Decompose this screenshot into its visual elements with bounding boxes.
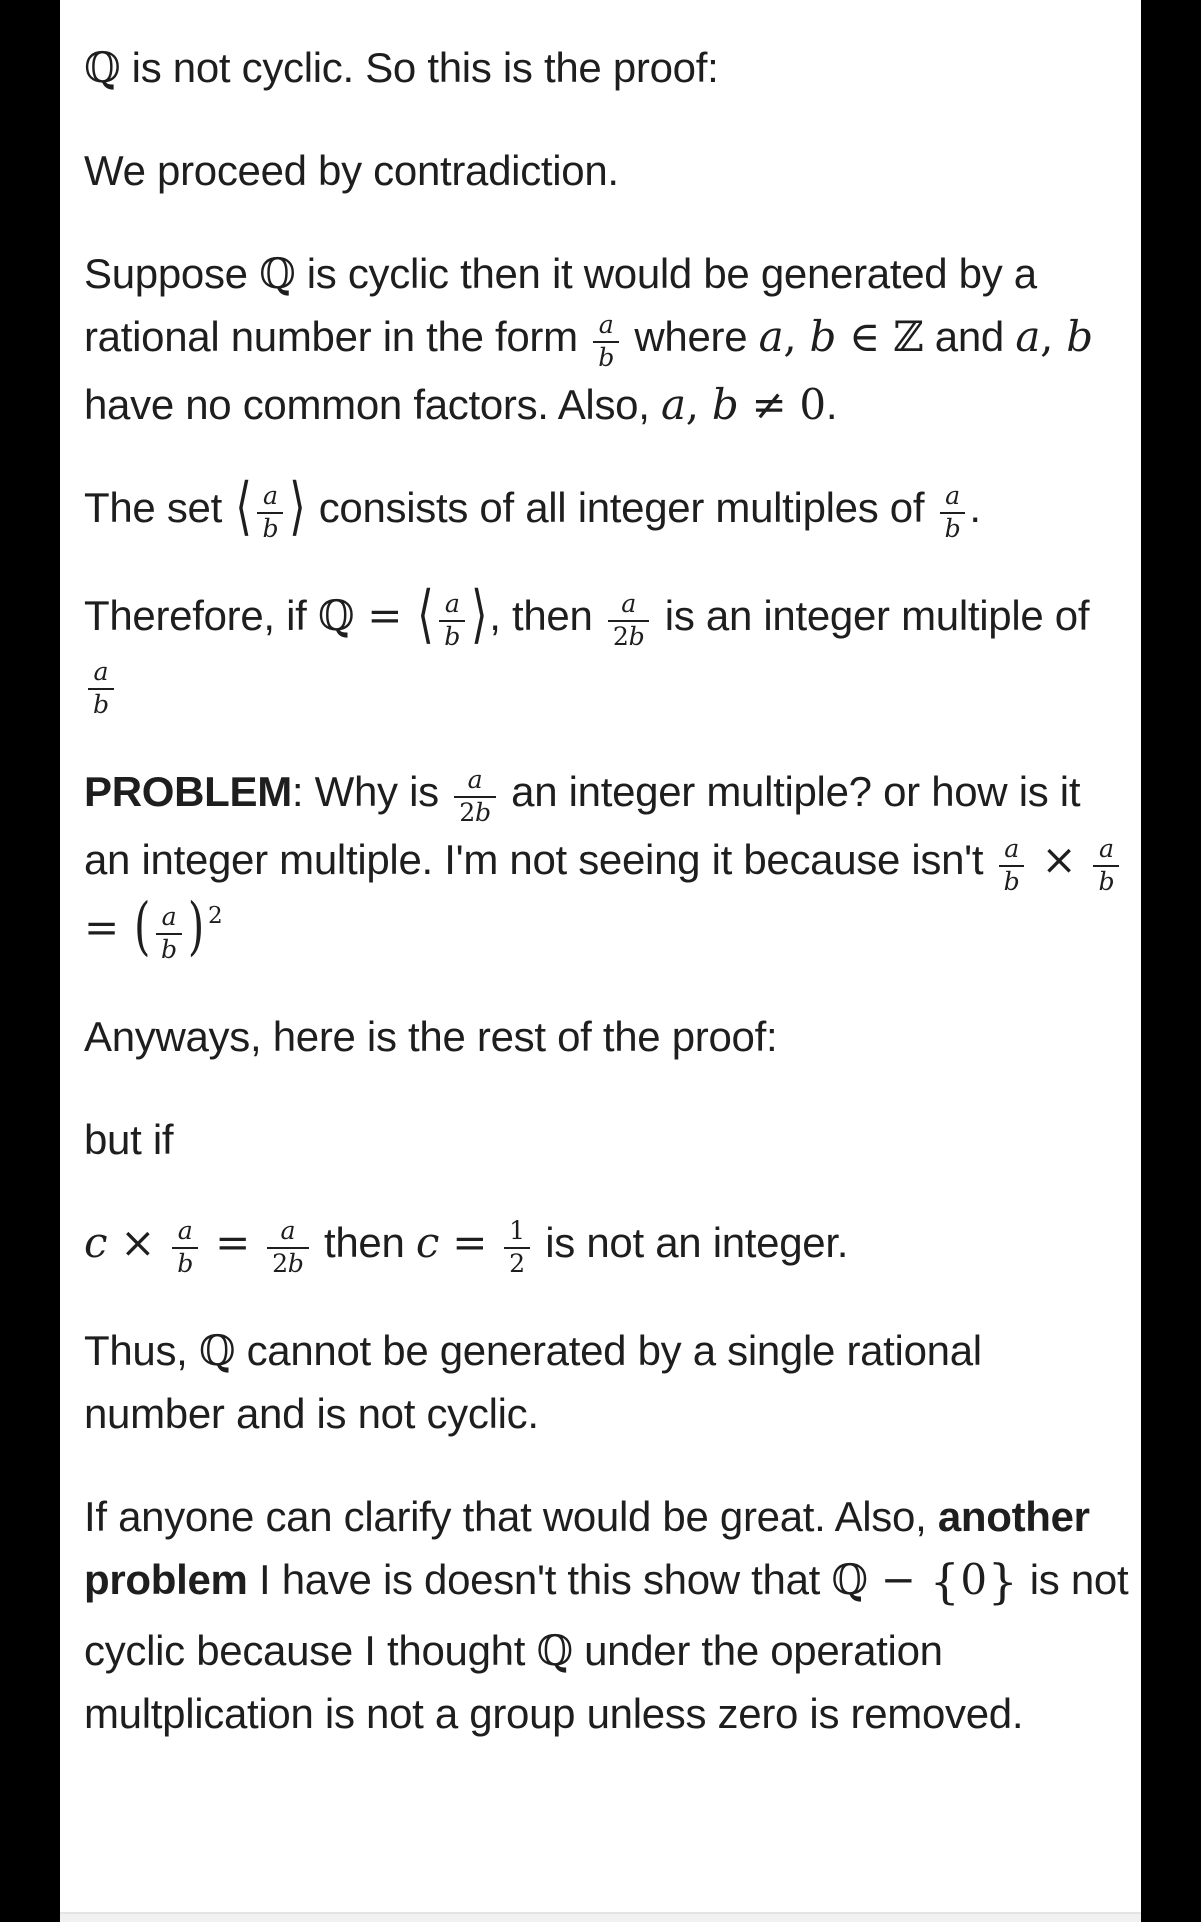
math-operator: − (867, 1554, 929, 1604)
math-brace: { (929, 1555, 960, 1611)
text-run: Thus, (84, 1326, 199, 1374)
text-run: consists of all integer multiples of (307, 484, 936, 532)
blackboard-symbol: ℚ (536, 1625, 573, 1675)
text-run: is not an integer. (533, 1218, 849, 1266)
next-section-edge (60, 1912, 1141, 1922)
math-operator: 0 (960, 1554, 987, 1604)
math-operator: = (84, 903, 132, 953)
math-bracket: ) (187, 889, 204, 964)
math-char: a (660, 380, 686, 430)
fraction-numerator (156, 903, 182, 933)
math-char: , (783, 312, 797, 361)
text-run: and (923, 313, 1016, 360)
math-char: a (280, 1215, 296, 1245)
math-char: a (1099, 833, 1114, 863)
text-run: is not cyclic. So this is the proof: (120, 44, 719, 91)
math-operator: = (202, 1217, 264, 1267)
fraction-numerator (608, 590, 650, 620)
math-operator: ∈ (836, 312, 894, 361)
fraction-denominator (267, 1247, 309, 1279)
text-run: under the operation multplication is not a group unless zero is removed. (84, 1626, 1024, 1737)
blackboard-symbol: ℤ (893, 312, 924, 361)
math-variable (1015, 313, 1092, 360)
math-char: a (1015, 312, 1041, 361)
math-char: a (758, 312, 784, 361)
text-run: is not cyclic because I thought (84, 1555, 1129, 1674)
math-fraction (1093, 835, 1119, 897)
math-char: c (415, 1217, 440, 1267)
math-char: b (262, 514, 279, 544)
text-run: where (623, 313, 759, 360)
blackboard-symbol: ℚ (198, 1325, 236, 1375)
math-fraction (257, 482, 283, 544)
math-operator: = (439, 1217, 501, 1267)
math-char: b (161, 934, 177, 964)
math-operator: × (1028, 835, 1090, 885)
fraction-numerator (940, 482, 966, 512)
math-char (796, 312, 809, 361)
math-char: b (287, 1248, 304, 1278)
text-run: The set (84, 484, 234, 532)
fraction-denominator (454, 796, 496, 828)
text-run: is an integer multiple of (653, 592, 1090, 640)
text-run: : Why is (291, 768, 451, 816)
math-brace: } (987, 1555, 1018, 1611)
question-text (60, 0, 1141, 1745)
text-run: cannot be generated by a single rational number and is not cyclic. (84, 1326, 982, 1437)
math-fraction (267, 1217, 309, 1279)
text-run: I have is doesn't this show that (247, 1555, 832, 1603)
text-run: Suppose (84, 250, 260, 297)
math-char (1053, 312, 1066, 361)
fraction-denominator (172, 1247, 198, 1279)
paragraph-1 (84, 36, 1133, 99)
fraction-denominator (999, 865, 1025, 897)
math-char: , (1040, 312, 1054, 361)
fraction-numerator (257, 482, 283, 512)
math-char: a (1004, 833, 1019, 863)
math-char: b (1066, 312, 1093, 361)
math-char: b (177, 1248, 194, 1278)
text-run: an integer multiple? or how is it an integer multiple. I'm not seeing it because isn't (84, 768, 1081, 884)
math-char: a (177, 1215, 193, 1245)
math-char: , (685, 380, 699, 430)
math-char: 2 (612, 622, 629, 652)
fraction-numerator (267, 1217, 309, 1247)
math-char: b (628, 622, 645, 652)
math-operator: × (107, 1217, 169, 1267)
math-variable (759, 313, 836, 360)
math-char: 2 (459, 798, 475, 828)
text-run: Therefore, if (84, 592, 318, 640)
math-char: b (474, 798, 491, 828)
math-char: a (262, 481, 278, 511)
paragraph-7 (84, 1005, 1133, 1068)
math-char: c (84, 1217, 108, 1267)
paragraph-8 (84, 1108, 1133, 1171)
math-char: a (945, 481, 960, 511)
math-fraction (439, 590, 465, 652)
paragraph-4 (84, 469, 1133, 544)
math-bracket: ⟨ (417, 577, 434, 651)
math-char: b (93, 690, 109, 720)
text-run: is cyclic then it would be generated by a rational number in the form (84, 250, 1037, 360)
math-char: b (444, 622, 461, 652)
paragraph-11 (84, 1485, 1133, 1745)
text-run: Anyways, here is the rest of the proof: (84, 1012, 778, 1060)
fraction-denominator (439, 620, 465, 652)
text-run: but if (84, 1115, 174, 1163)
math-bracket: ⟨ (235, 469, 252, 543)
fraction-numerator (593, 311, 619, 341)
math-bracket: ⟩ (471, 577, 488, 651)
fraction-denominator (608, 620, 650, 652)
text-run: . (969, 484, 981, 532)
fraction-denominator (593, 341, 619, 373)
math-fraction (608, 590, 650, 652)
math-fraction (156, 903, 182, 965)
fraction-numerator (1093, 835, 1119, 865)
paragraph-5 (84, 577, 1133, 720)
text-run: then (312, 1218, 416, 1266)
fraction-numerator (454, 766, 496, 796)
math-char: a (598, 310, 614, 340)
right-letterbox-bar (1141, 0, 1201, 1922)
math-fraction (88, 658, 114, 720)
fraction-denominator (156, 933, 182, 965)
math-char: b (1098, 866, 1115, 896)
math-fraction (593, 311, 619, 373)
blackboard-symbol: ℚ (317, 591, 355, 641)
math-variable (84, 1219, 107, 1266)
text-run: If anyone can clarify that would be great. Also, (84, 1492, 938, 1540)
math-fraction (172, 1217, 198, 1279)
blackboard-symbol: ℚ (84, 43, 121, 92)
text-run: have no common factors. Also, (84, 381, 661, 429)
fraction-numerator (88, 658, 114, 688)
paragraph-2 (84, 139, 1133, 202)
question-post-card (60, 0, 1141, 1922)
math-fraction (504, 1217, 530, 1279)
math-char: a (161, 901, 177, 931)
fraction-denominator (504, 1247, 530, 1279)
fraction-denominator (940, 512, 966, 544)
math-variable (661, 381, 738, 428)
math-fraction (454, 766, 496, 828)
fraction-denominator (257, 512, 283, 544)
bold-text: PROBLEM (84, 768, 292, 816)
math-char (699, 380, 712, 429)
text-run: , then (489, 592, 604, 640)
math-superscript: 2 (207, 902, 223, 929)
math-char: a (93, 657, 109, 687)
math-char: a (444, 589, 460, 619)
math-char: 1 (509, 1215, 525, 1245)
math-char: a (467, 765, 483, 795)
math-fraction (940, 482, 966, 544)
math-operator: = (354, 591, 416, 641)
math-char: b (1003, 866, 1020, 896)
text-run: We proceed by contradiction. (84, 147, 619, 194)
text-run: . (825, 381, 838, 429)
math-operator: ≠ 0 (738, 380, 826, 430)
math-char: a (621, 589, 637, 619)
math-char: b (944, 514, 961, 544)
math-char: b (809, 312, 837, 361)
math-bracket: ⟩ (289, 469, 306, 543)
math-char: b (598, 343, 615, 373)
paragraph-6 (84, 760, 1133, 964)
fraction-denominator (1093, 865, 1119, 897)
fraction-numerator (172, 1217, 198, 1247)
math-char: 2 (272, 1248, 288, 1278)
math-bracket: ( (133, 889, 151, 964)
paragraph-10 (84, 1319, 1133, 1445)
math-char: 2 (509, 1248, 525, 1278)
fraction-denominator (88, 688, 114, 720)
fraction-numerator (999, 835, 1025, 865)
math-char: b (711, 380, 739, 430)
math-variable (416, 1219, 439, 1266)
fraction-numerator (439, 590, 465, 620)
fraction-numerator (504, 1217, 530, 1247)
bold-text: another problem (84, 1492, 1090, 1603)
math-fraction (999, 835, 1025, 897)
blackboard-symbol: ℚ (259, 249, 296, 298)
left-letterbox-bar (0, 0, 60, 1922)
paragraph-3 (84, 242, 1133, 436)
paragraph-9 (84, 1211, 1133, 1279)
blackboard-symbol: ℚ (831, 1554, 868, 1604)
